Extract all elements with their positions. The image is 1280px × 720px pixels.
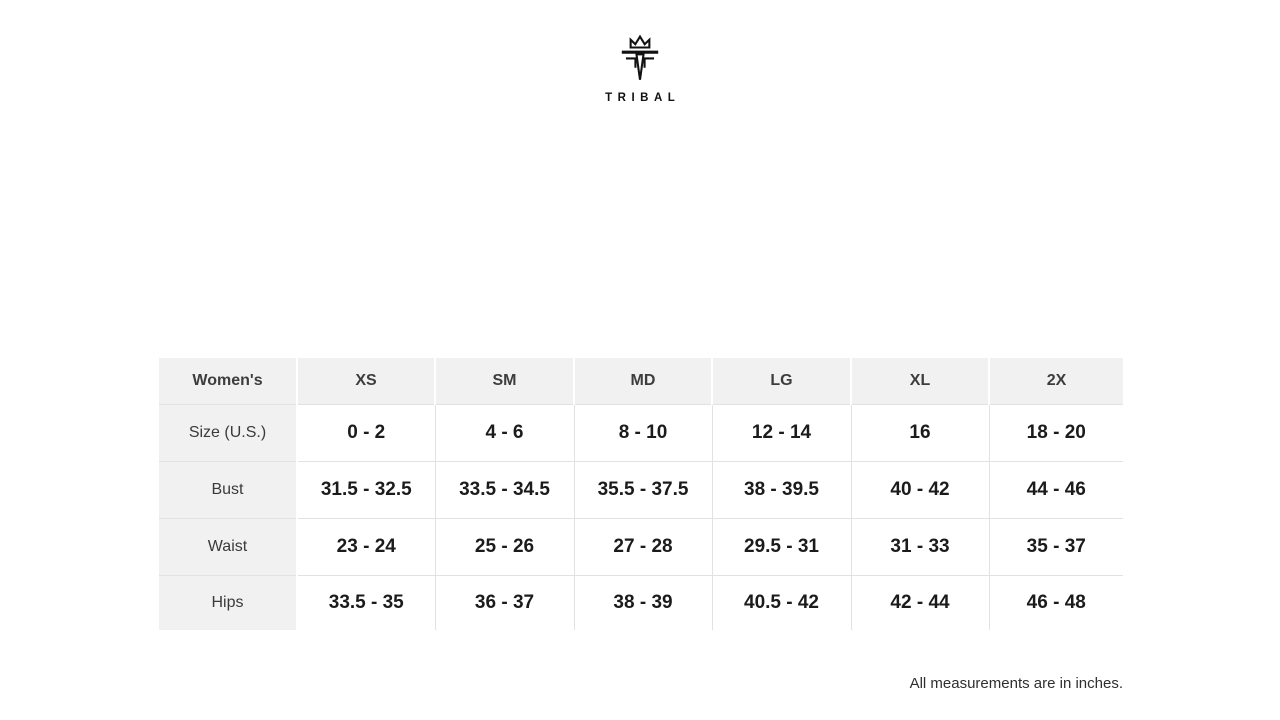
- size-cell: 16: [851, 404, 989, 461]
- header-cell-xl: XL: [851, 358, 989, 404]
- size-cell: 31 - 33: [851, 518, 989, 575]
- brand-logo: [540, 34, 740, 104]
- table-row-size-us: [159, 404, 1123, 461]
- size-cell: 44 - 46: [989, 461, 1123, 518]
- size-cell: 38 - 39.5: [712, 461, 851, 518]
- size-cell: 42 - 44: [851, 575, 989, 630]
- size-cell: 0 - 2: [297, 404, 435, 461]
- header-cell-md: MD: [574, 358, 712, 404]
- size-cell: 46 - 48: [989, 575, 1123, 630]
- row-label: Bust: [159, 461, 297, 518]
- header-cell-lg: LG: [712, 358, 851, 404]
- size-cell: 12 - 14: [712, 404, 851, 461]
- size-cell: 18 - 20: [989, 404, 1123, 461]
- table-row-hips: [159, 575, 1123, 630]
- header-cell-2x: 2X: [989, 358, 1123, 404]
- size-cell: 40.5 - 42: [712, 575, 851, 630]
- size-cell: 35 - 37: [989, 518, 1123, 575]
- size-cell: 38 - 39: [574, 575, 712, 630]
- size-chart-table: [159, 358, 1123, 630]
- size-cell: 25 - 26: [435, 518, 574, 575]
- brand-wordmark: TRIBAL: [605, 92, 681, 104]
- size-cell: 33.5 - 35: [297, 575, 435, 630]
- size-cell: 31.5 - 32.5: [297, 461, 435, 518]
- size-cell: 33.5 - 34.5: [435, 461, 574, 518]
- size-chart-header-row: [159, 358, 1123, 404]
- size-chart: [159, 358, 1123, 630]
- size-cell: 8 - 10: [574, 404, 712, 461]
- row-label: Hips: [159, 575, 297, 630]
- size-cell: 23 - 24: [297, 518, 435, 575]
- size-cell: 4 - 6: [435, 404, 574, 461]
- header-cell-xs: XS: [297, 358, 435, 404]
- measurement-unit-note: All measurements are in inches.: [909, 675, 1123, 692]
- size-cell: 40 - 42: [851, 461, 989, 518]
- row-label: Waist: [159, 518, 297, 575]
- size-cell: 36 - 37: [435, 575, 574, 630]
- table-row-waist: [159, 518, 1123, 575]
- table-row-bust: [159, 461, 1123, 518]
- crown-t-logo-icon: [617, 34, 663, 86]
- header-cell-womens: Women's: [159, 358, 297, 404]
- size-cell: 29.5 - 31: [712, 518, 851, 575]
- row-label: Size (U.S.): [159, 404, 297, 461]
- size-cell: 35.5 - 37.5: [574, 461, 712, 518]
- size-cell: 27 - 28: [574, 518, 712, 575]
- header-cell-sm: SM: [435, 358, 574, 404]
